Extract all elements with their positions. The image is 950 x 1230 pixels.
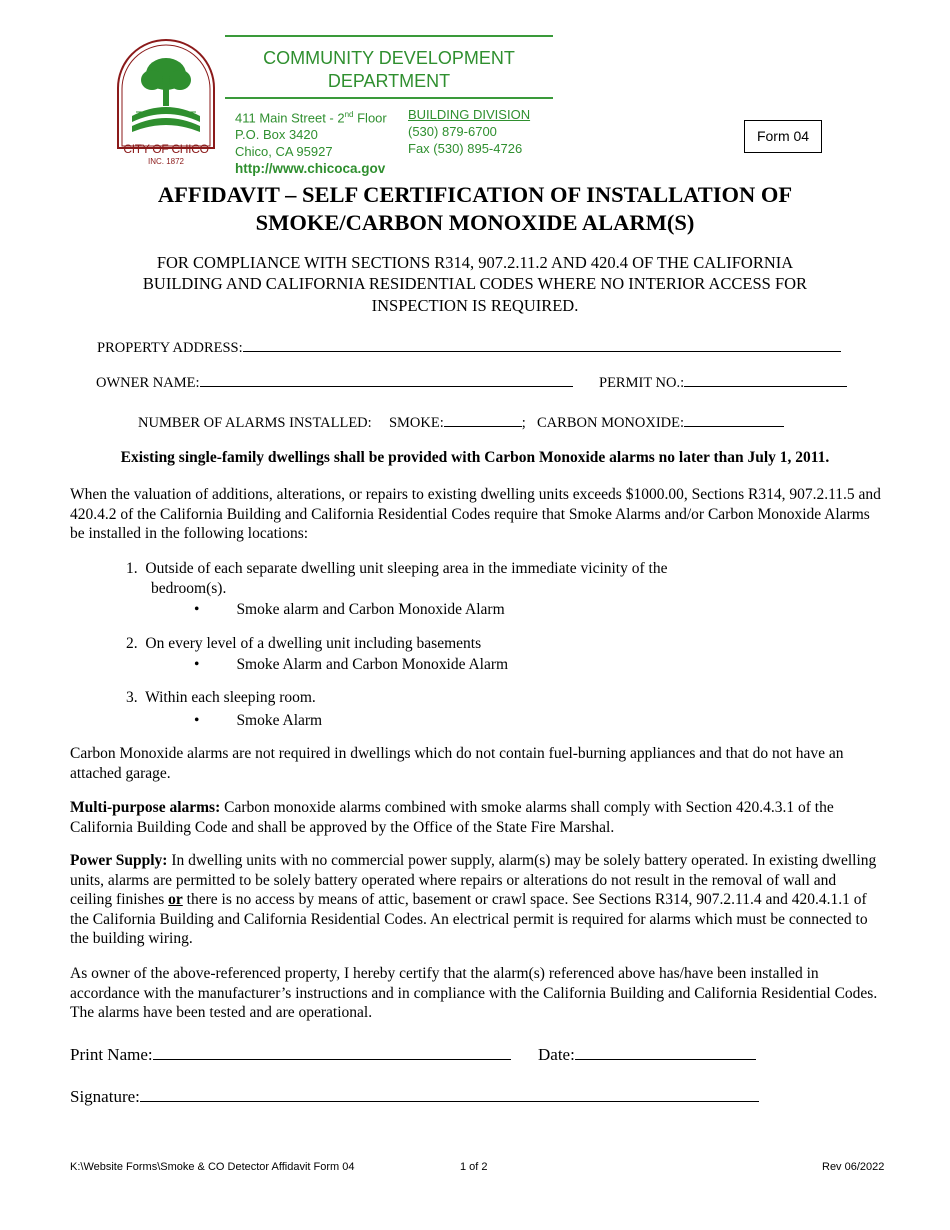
bullet-text: Smoke Alarm bbox=[236, 712, 323, 729]
power-supply-text2: there is no access by means of attic, basement or crawl space. See Sections R314, 907.2.11.4 and 420.4.1.1 of the California Building and California Residential Codes. An electrical permit is required for alarms which must be connected to the building wiring. bbox=[70, 891, 868, 947]
owner-name-input[interactable] bbox=[200, 372, 573, 387]
date-label: Date: bbox=[538, 1045, 575, 1064]
footer-file-path: K:\Website Forms\Smoke & CO Detector Affidavit Form 04 bbox=[70, 1161, 355, 1173]
location-number: 1. bbox=[126, 560, 138, 577]
logo-inc: INC. 1872 bbox=[147, 157, 185, 166]
compliance-line2: BUILDING AND CALIFORNIA RESIDENTIAL CODES WHERE NO INTERIOR ACCESS FOR bbox=[142, 274, 808, 293]
bullet-text: Smoke Alarm and Carbon Monoxide Alarm bbox=[236, 656, 509, 673]
co-deadline-notice: Existing single-family dwellings shall be provided with Carbon Monoxide alarms no later than July 1, 2011. bbox=[120, 449, 830, 466]
location-number: 3. bbox=[126, 689, 138, 706]
bullet-icon: • bbox=[194, 601, 200, 618]
permit-no-label: PERMIT NO.: bbox=[599, 375, 685, 391]
multi-purpose-text: Carbon monoxide alarms combined with smoke alarms shall comply with Section 420.4.3.1 of the California Building Code and shall be approved by the Office of the State Fire Marshal. bbox=[70, 799, 834, 836]
header-rule-bottom bbox=[225, 97, 553, 99]
location-item-3 bbox=[126, 688, 826, 708]
property-address-input[interactable] bbox=[243, 337, 841, 352]
footer-revision: Rev 06/2022 bbox=[822, 1161, 885, 1173]
location-bullet-1 bbox=[194, 600, 794, 620]
location-bullet-3 bbox=[194, 711, 794, 731]
co-count-label: CARBON MONOXIDE: bbox=[537, 415, 685, 431]
division-name: BUILDING DIVISION bbox=[408, 107, 531, 122]
form-title-line2: SMOKE/CARBON MONOXIDE ALARM(S) bbox=[255, 210, 695, 235]
signature-input[interactable] bbox=[140, 1087, 759, 1102]
location-text-cont: bedroom(s). bbox=[151, 579, 227, 597]
date-input[interactable] bbox=[575, 1045, 756, 1060]
form-title-line1: AFFIDAVIT – SELF CERTIFICATION OF INSTALLATION OF bbox=[157, 182, 793, 207]
division-phone: (530) 879-6700 bbox=[408, 124, 497, 139]
location-bullet-2 bbox=[194, 655, 794, 675]
header-rule-top bbox=[225, 35, 553, 37]
bullet-icon: • bbox=[194, 712, 200, 729]
alarm-count-label: NUMBER OF ALARMS INSTALLED: bbox=[138, 415, 372, 431]
co-count-input[interactable] bbox=[684, 412, 784, 427]
division-block bbox=[408, 106, 530, 157]
property-address-label: PROPERTY ADDRESS: bbox=[97, 340, 243, 356]
print-name-row bbox=[70, 1045, 511, 1065]
bullet-icon: • bbox=[194, 656, 200, 673]
multi-purpose-label: Multi-purpose alarms: bbox=[70, 799, 221, 816]
power-supply-text1: In dwelling units with no commercial power supply, alarm(s) may be solely battery operated. In existing dwelling units, alarms are permitted to be solely battery operated where repairs or alterations do not result in the removal of wall and ceiling finishes bbox=[70, 852, 877, 908]
website-link[interactable]: http://www.chicoca.gov bbox=[235, 161, 386, 177]
alarm-count-row bbox=[138, 412, 784, 432]
location-number: 2. bbox=[126, 635, 138, 652]
field-separator: ; bbox=[521, 415, 526, 431]
compliance-line3: INSPECTION IS REQUIRED. bbox=[371, 296, 579, 315]
compliance-line1: FOR COMPLIANCE WITH SECTIONS R314, 907.2.11.2 AND 420.4 OF THE CALIFORNIA bbox=[156, 253, 794, 272]
dept-name-line2: DEPARTMENT bbox=[327, 71, 451, 91]
location-text: Outside of each separate dwelling unit sleeping area in the immediate vicinity of the bbox=[145, 560, 668, 577]
address-line1: 411 Main Street - 2nd Floor bbox=[235, 110, 387, 126]
multi-purpose-paragraph bbox=[70, 798, 882, 837]
signature-row bbox=[70, 1087, 759, 1107]
footer-page-number: 1 of 2 bbox=[460, 1161, 488, 1173]
form-number-box: Form 04 bbox=[744, 120, 822, 153]
power-supply-paragraph bbox=[70, 851, 882, 949]
location-text: Within each sleeping room. bbox=[145, 689, 316, 706]
address-line3: Chico, CA 95927 bbox=[235, 144, 333, 160]
signature-label: Signature: bbox=[70, 1087, 140, 1106]
power-supply-label: Power Supply: bbox=[70, 852, 168, 869]
bullet-text: Smoke alarm and Carbon Monoxide Alarm bbox=[236, 601, 505, 618]
property-address-row bbox=[97, 337, 841, 357]
logo-city-name: CITY OF CHICO bbox=[123, 142, 209, 156]
date-row bbox=[538, 1045, 756, 1065]
address-block bbox=[235, 106, 387, 177]
intro-paragraph: When the valuation of additions, alterations, or repairs to existing dwelling units exceeds $1000.00, Sections R314, 907.2.11.5 and 420.4.2 of the California Building and California Residential Codes require that Smoke Alarms and/or Carbon Monoxide Alarms be installed in the following locations: bbox=[70, 486, 881, 542]
address-line2: P.O. Box 3420 bbox=[235, 127, 318, 143]
owner-name-label: OWNER NAME: bbox=[96, 375, 200, 391]
power-supply-or: or bbox=[168, 891, 183, 908]
owner-name-row bbox=[96, 372, 573, 392]
location-item-2 bbox=[126, 634, 826, 654]
smoke-count-input[interactable] bbox=[444, 412, 522, 427]
division-fax: Fax (530) 895-4726 bbox=[408, 141, 523, 156]
location-item-1 bbox=[126, 559, 826, 598]
certification-paragraph: As owner of the above-referenced property, I hereby certify that the alarm(s) referenced above has/have been installed in accordance with the manufacturer’s instructions and in compliance with the California Building and California Residential Codes. The alarms have been tested and are operational. bbox=[70, 965, 878, 1021]
co-exemption-paragraph: Carbon Monoxide alarms are not required in dwellings which do not contain fuel-burning appliances and that do not have an attached garage. bbox=[70, 745, 844, 782]
smoke-count-label: SMOKE: bbox=[388, 415, 444, 431]
permit-no-input[interactable] bbox=[684, 372, 847, 387]
location-text: On every level of a dwelling unit including basements bbox=[145, 635, 482, 652]
permit-no-row bbox=[599, 372, 847, 392]
print-name-input[interactable] bbox=[153, 1045, 511, 1060]
print-name-label: Print Name: bbox=[70, 1045, 153, 1064]
dept-name-line1: COMMUNITY DEVELOPMENT bbox=[263, 48, 515, 68]
